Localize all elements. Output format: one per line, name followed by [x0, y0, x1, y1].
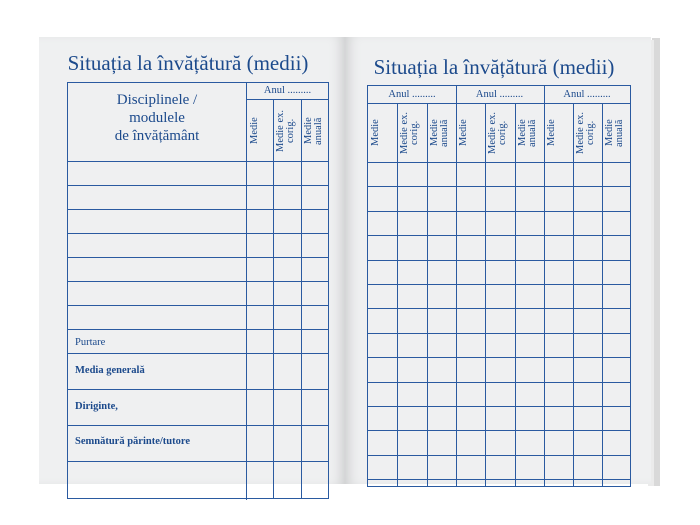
- row-semnatura: Semnătură părinte/tutore: [75, 436, 191, 447]
- divider: [68, 161, 329, 162]
- disciplines-header-line: de învățământ: [114, 128, 200, 144]
- right-col-label: Medie anuală: [604, 119, 625, 147]
- row-rule: [68, 257, 329, 258]
- right-grades-table: [367, 85, 631, 487]
- right-page: [345, 37, 651, 484]
- right-col-label: Medie anuală: [429, 119, 450, 147]
- row-rule: [368, 211, 630, 212]
- divider: [273, 99, 274, 389]
- left-col-medie-anuala: Medie anuală: [303, 117, 324, 145]
- disciplines-header-line: modulele: [129, 110, 185, 126]
- col-rule: [602, 103, 603, 486]
- row-rule: [68, 209, 329, 210]
- right-col-label: Medie ex. corig.: [399, 112, 420, 154]
- header-rule: [368, 162, 630, 163]
- col-rule: [515, 103, 516, 486]
- right-page-title: Situația la învățătură (medii): [373, 55, 615, 79]
- row-rule: [368, 430, 630, 431]
- col-rule: [397, 103, 398, 486]
- row-rule: [68, 281, 329, 282]
- disciplines-header: [68, 91, 246, 145]
- col-rule: [456, 86, 457, 486]
- row-media-generala: Media generală: [75, 365, 145, 376]
- row-rule: [368, 479, 630, 480]
- right-col-label: Medie: [370, 119, 381, 147]
- col-rule: [301, 389, 302, 499]
- row-rule: [68, 233, 329, 234]
- row-rule: [68, 425, 329, 426]
- row-rule: [68, 353, 329, 354]
- left-col-medie-corig: Medie ex. corig.: [275, 110, 296, 152]
- right-col-label: Medie anuală: [517, 119, 538, 147]
- right-anul-label-1: Anul .........: [388, 89, 436, 100]
- left-anul-label: Anul .........: [263, 85, 312, 96]
- disciplines-header-line: Disciplinele /: [116, 92, 198, 108]
- row-diriginte: Diriginte,: [75, 401, 118, 412]
- row-rule: [68, 305, 329, 306]
- right-col-label: Medie: [546, 119, 557, 147]
- divider: [301, 99, 302, 389]
- row-rule: [368, 186, 630, 187]
- row-rule: [368, 406, 630, 407]
- row-rule: [368, 260, 630, 261]
- left-page-title: Situația la învățătură (medii): [67, 51, 309, 75]
- row-purtare: Purtare: [75, 337, 106, 348]
- header-rule: [368, 103, 630, 104]
- right-col-label: Medie ex. corig.: [575, 112, 596, 154]
- col-rule: [427, 103, 428, 486]
- right-anul-label-3: Anul .........: [563, 89, 611, 100]
- col-rule: [273, 389, 274, 499]
- divider: [246, 99, 329, 100]
- right-anul-label-2: Anul .........: [475, 89, 524, 100]
- row-rule: [68, 329, 329, 330]
- row-rule: [368, 455, 630, 456]
- row-rule: [368, 357, 630, 358]
- left-col-medie: Medie: [249, 117, 260, 145]
- row-rule: [68, 185, 329, 186]
- col-rule: [544, 86, 545, 486]
- row-rule: [368, 235, 630, 236]
- row-rule: [368, 382, 630, 383]
- row-rule: [68, 461, 329, 462]
- col-rule: [573, 103, 574, 486]
- col-rule: [485, 103, 486, 486]
- left-page: [39, 37, 345, 484]
- row-rule: [368, 308, 630, 309]
- left-grades-table: [67, 82, 329, 499]
- divider: [246, 83, 247, 500]
- right-col-label: Medie: [458, 119, 469, 147]
- row-rule: [368, 333, 630, 334]
- right-col-label: Medie ex. corig.: [487, 112, 508, 154]
- row-rule: [68, 389, 329, 390]
- row-rule: [368, 284, 630, 285]
